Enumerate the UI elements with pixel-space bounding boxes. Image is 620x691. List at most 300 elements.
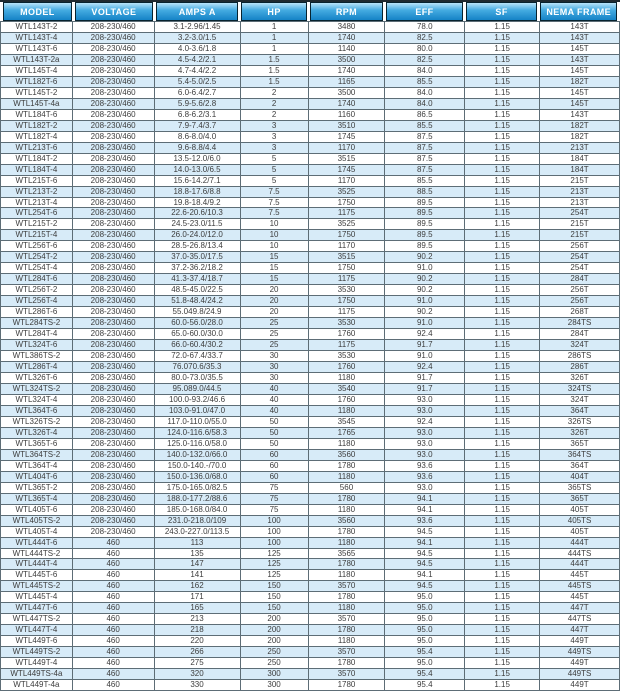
cell-voltage: 208-230/460 <box>72 186 154 197</box>
cell-rpm: 1760 <box>308 362 385 373</box>
table-row <box>1 504 620 515</box>
cell-nema-frame: 143T <box>540 54 620 65</box>
cell-rpm: 1180 <box>308 636 385 647</box>
cell-amps: 28.5-26.8/13.4 <box>154 241 240 252</box>
cell-sf: 1.15 <box>465 515 540 526</box>
cell-hp: 1.5 <box>240 76 308 87</box>
cell-nema-frame: 215T <box>540 219 620 230</box>
cell-voltage: 208-230/460 <box>72 340 154 351</box>
cell-amps: 243.0-227.0/113.5 <box>154 526 240 537</box>
cell-hp: 30 <box>240 373 308 384</box>
cell-model: WTL286T-4 <box>1 362 73 373</box>
cell-model: WTL143T-6 <box>1 43 73 54</box>
table-row <box>1 373 620 384</box>
cell-nema-frame: 182T <box>540 76 620 87</box>
cell-nema-frame: 404T <box>540 471 620 482</box>
cell-rpm: 1740 <box>308 32 385 43</box>
cell-eff: 90.2 <box>385 285 465 296</box>
cell-model: WTL449T-4 <box>1 658 73 669</box>
cell-sf: 1.15 <box>465 482 540 493</box>
cell-amps: 15.6-14.2/7.1 <box>154 175 240 186</box>
cell-voltage: 208-230/460 <box>72 131 154 142</box>
cell-eff: 94.1 <box>385 570 465 581</box>
cell-sf: 1.15 <box>465 570 540 581</box>
cell-rpm: 1780 <box>308 592 385 603</box>
cell-voltage: 460 <box>72 559 154 570</box>
cell-rpm: 3530 <box>308 285 385 296</box>
cell-hp: 1 <box>240 22 308 33</box>
cell-voltage: 208-230/460 <box>72 383 154 394</box>
cell-amps: 171 <box>154 592 240 603</box>
cell-eff: 82.5 <box>385 32 465 43</box>
cell-sf: 1.15 <box>465 614 540 625</box>
cell-rpm: 3570 <box>308 669 385 680</box>
cell-eff: 95.4 <box>385 669 465 680</box>
cell-eff: 94.5 <box>385 581 465 592</box>
cell-amps: 140.0-132.0/66.0 <box>154 449 240 460</box>
cell-amps: 231.0-218.0/109 <box>154 515 240 526</box>
cell-nema-frame: 143T <box>540 32 620 43</box>
table-row <box>1 285 620 296</box>
cell-voltage: 208-230/460 <box>72 120 154 131</box>
cell-voltage: 460 <box>72 680 154 691</box>
cell-hp: 10 <box>240 219 308 230</box>
cell-sf: 1.15 <box>465 669 540 680</box>
cell-hp: 50 <box>240 427 308 438</box>
cell-eff: 89.5 <box>385 230 465 241</box>
cell-model: WTL447T-4 <box>1 625 73 636</box>
cell-rpm: 560 <box>308 482 385 493</box>
cell-eff: 95.4 <box>385 680 465 691</box>
cell-hp: 40 <box>240 394 308 405</box>
table-row <box>1 460 620 471</box>
cell-sf: 1.15 <box>465 296 540 307</box>
cell-hp: 1 <box>240 43 308 54</box>
table-row <box>1 153 620 164</box>
cell-eff: 90.2 <box>385 307 465 318</box>
cell-nema-frame: 286T <box>540 362 620 373</box>
cell-amps: 147 <box>154 559 240 570</box>
cell-sf: 1.15 <box>465 252 540 263</box>
cell-voltage: 208-230/460 <box>72 351 154 362</box>
cell-eff: 84.0 <box>385 87 465 98</box>
spec-table <box>0 21 620 691</box>
cell-model: WTL444T-6 <box>1 537 73 548</box>
cell-amps: 5.4-5.0/2.5 <box>154 76 240 87</box>
cell-amps: 213 <box>154 614 240 625</box>
table-row <box>1 548 620 559</box>
cell-hp: 5 <box>240 153 308 164</box>
cell-model: WTL215T-4 <box>1 230 73 241</box>
cell-model: WTL449T-6 <box>1 636 73 647</box>
cell-amps: 117.0-110.0/55.0 <box>154 416 240 427</box>
cell-eff: 95.4 <box>385 647 465 658</box>
cell-sf: 1.15 <box>465 504 540 515</box>
cell-eff: 87.5 <box>385 164 465 175</box>
table-row <box>1 493 620 504</box>
cell-nema-frame: 324T <box>540 394 620 405</box>
cell-nema-frame: 444T <box>540 559 620 570</box>
cell-voltage: 208-230/460 <box>72 493 154 504</box>
table-row <box>1 175 620 186</box>
cell-rpm: 1180 <box>308 537 385 548</box>
table-row <box>1 351 620 362</box>
cell-hp: 60 <box>240 460 308 471</box>
cell-voltage: 208-230/460 <box>72 274 154 285</box>
cell-hp: 15 <box>240 252 308 263</box>
column-header-voltage: VOLTAGE <box>75 2 153 21</box>
cell-nema-frame: 268T <box>540 307 620 318</box>
cell-hp: 50 <box>240 438 308 449</box>
cell-nema-frame: 145T <box>540 98 620 109</box>
table-row <box>1 559 620 570</box>
cell-sf: 1.15 <box>465 241 540 252</box>
cell-voltage: 208-230/460 <box>72 285 154 296</box>
cell-hp: 5 <box>240 175 308 186</box>
cell-voltage: 208-230/460 <box>72 43 154 54</box>
cell-nema-frame: 445T <box>540 570 620 581</box>
table-row <box>1 65 620 76</box>
cell-nema-frame: 145T <box>540 43 620 54</box>
cell-hp: 75 <box>240 493 308 504</box>
cell-sf: 1.15 <box>465 493 540 504</box>
table-row <box>1 186 620 197</box>
table-row <box>1 383 620 394</box>
cell-hp: 2 <box>240 87 308 98</box>
cell-model: WTL404T-6 <box>1 471 73 482</box>
cell-model: WTL324T-4 <box>1 394 73 405</box>
cell-model: WTL364T-4 <box>1 460 73 471</box>
cell-voltage: 208-230/460 <box>72 142 154 153</box>
cell-amps: 185.0-168.0/84.0 <box>154 504 240 515</box>
cell-hp: 3 <box>240 142 308 153</box>
table-row <box>1 329 620 340</box>
cell-voltage: 208-230/460 <box>72 164 154 175</box>
table-row <box>1 318 620 329</box>
cell-eff: 94.5 <box>385 559 465 570</box>
cell-eff: 95.0 <box>385 592 465 603</box>
cell-nema-frame: 215T <box>540 230 620 241</box>
cell-nema-frame: 364T <box>540 405 620 416</box>
table-row <box>1 592 620 603</box>
table-row <box>1 340 620 351</box>
cell-rpm: 3515 <box>308 252 385 263</box>
column-header-hp: HP <box>241 2 306 21</box>
cell-amps: 124.0-116.6/58.3 <box>154 427 240 438</box>
cell-nema-frame: 444T <box>540 537 620 548</box>
cell-sf: 1.15 <box>465 22 540 33</box>
cell-model: WTL444T-4 <box>1 559 73 570</box>
cell-eff: 93.0 <box>385 438 465 449</box>
cell-amps: 6.0-6.4/2.7 <box>154 87 240 98</box>
cell-amps: 18.8-17.6/8.8 <box>154 186 240 197</box>
cell-amps: 51.8-48.4/24.2 <box>154 296 240 307</box>
table-row <box>1 449 620 460</box>
cell-sf: 1.15 <box>465 329 540 340</box>
cell-sf: 1.15 <box>465 54 540 65</box>
cell-amps: 275 <box>154 658 240 669</box>
cell-eff: 93.0 <box>385 482 465 493</box>
cell-sf: 1.15 <box>465 142 540 153</box>
table-row <box>1 120 620 131</box>
cell-rpm: 3525 <box>308 219 385 230</box>
cell-nema-frame: 364T <box>540 460 620 471</box>
cell-rpm: 3570 <box>308 614 385 625</box>
cell-eff: 93.0 <box>385 427 465 438</box>
cell-amps: 6.8-6.2/3.1 <box>154 109 240 120</box>
cell-amps: 13.5-12.0/6.0 <box>154 153 240 164</box>
cell-eff: 84.0 <box>385 98 465 109</box>
cell-sf: 1.15 <box>465 383 540 394</box>
cell-rpm: 1780 <box>308 625 385 636</box>
cell-nema-frame: 254T <box>540 208 620 219</box>
cell-nema-frame: 449T <box>540 658 620 669</box>
cell-sf: 1.15 <box>465 592 540 603</box>
cell-hp: 200 <box>240 625 308 636</box>
cell-nema-frame: 256T <box>540 241 620 252</box>
spec-table-body <box>1 22 620 691</box>
cell-voltage: 208-230/460 <box>72 471 154 482</box>
table-row <box>1 537 620 548</box>
cell-voltage: 208-230/460 <box>72 296 154 307</box>
table-row <box>1 526 620 537</box>
cell-amps: 37.0-35.0/17.5 <box>154 252 240 263</box>
cell-eff: 92.4 <box>385 416 465 427</box>
cell-nema-frame: 445T <box>540 592 620 603</box>
table-row <box>1 263 620 274</box>
cell-hp: 5 <box>240 164 308 175</box>
cell-amps: 55.049.8/24.9 <box>154 307 240 318</box>
table-row <box>1 296 620 307</box>
table-row <box>1 427 620 438</box>
cell-amps: 4.0-3.6/1.8 <box>154 43 240 54</box>
cell-model: WTL449TS-2 <box>1 647 73 658</box>
cell-model: WTL365T-2 <box>1 482 73 493</box>
cell-sf: 1.15 <box>465 427 540 438</box>
cell-hp: 200 <box>240 614 308 625</box>
cell-model: WTL447T-6 <box>1 603 73 614</box>
cell-rpm: 1175 <box>308 208 385 219</box>
cell-eff: 95.0 <box>385 636 465 647</box>
cell-sf: 1.15 <box>465 625 540 636</box>
cell-voltage: 208-230/460 <box>72 54 154 65</box>
cell-sf: 1.15 <box>465 351 540 362</box>
cell-voltage: 208-230/460 <box>72 329 154 340</box>
table-row <box>1 636 620 647</box>
cell-sf: 1.15 <box>465 318 540 329</box>
cell-voltage: 208-230/460 <box>72 65 154 76</box>
cell-voltage: 208-230/460 <box>72 526 154 537</box>
cell-eff: 87.5 <box>385 153 465 164</box>
cell-rpm: 1780 <box>308 493 385 504</box>
table-row <box>1 219 620 230</box>
cell-nema-frame: 284TS <box>540 318 620 329</box>
cell-nema-frame: 145T <box>540 87 620 98</box>
cell-hp: 100 <box>240 526 308 537</box>
cell-model: WTL445TS-2 <box>1 581 73 592</box>
table-row <box>1 405 620 416</box>
cell-amps: 9.6-8.8/4.4 <box>154 142 240 153</box>
cell-rpm: 3545 <box>308 416 385 427</box>
cell-hp: 1.5 <box>240 65 308 76</box>
cell-model: WTL215T-2 <box>1 219 73 230</box>
cell-nema-frame: 143T <box>540 109 620 120</box>
cell-sf: 1.15 <box>465 581 540 592</box>
cell-voltage: 460 <box>72 614 154 625</box>
cell-amps: 220 <box>154 636 240 647</box>
cell-rpm: 1180 <box>308 570 385 581</box>
cell-nema-frame: 445TS <box>540 581 620 592</box>
table-row <box>1 142 620 153</box>
cell-hp: 30 <box>240 362 308 373</box>
table-row <box>1 669 620 680</box>
cell-rpm: 1175 <box>308 340 385 351</box>
cell-sf: 1.15 <box>465 449 540 460</box>
table-row <box>1 307 620 318</box>
cell-voltage: 208-230/460 <box>72 241 154 252</box>
cell-hp: 200 <box>240 636 308 647</box>
cell-eff: 85.5 <box>385 120 465 131</box>
cell-eff: 93.6 <box>385 471 465 482</box>
cell-sf: 1.15 <box>465 680 540 691</box>
cell-eff: 88.5 <box>385 186 465 197</box>
table-row <box>1 647 620 658</box>
cell-eff: 94.1 <box>385 537 465 548</box>
cell-sf: 1.15 <box>465 109 540 120</box>
cell-voltage: 460 <box>72 581 154 592</box>
cell-sf: 1.15 <box>465 658 540 669</box>
cell-amps: 188.0-177.2/88.6 <box>154 493 240 504</box>
cell-nema-frame: 213T <box>540 142 620 153</box>
cell-amps: 5.9-5.6/2.8 <box>154 98 240 109</box>
cell-model: WTL145T-4a <box>1 98 73 109</box>
cell-eff: 91.7 <box>385 383 465 394</box>
table-row <box>1 394 620 405</box>
cell-eff: 91.7 <box>385 373 465 384</box>
cell-hp: 150 <box>240 603 308 614</box>
cell-eff: 86.5 <box>385 109 465 120</box>
cell-rpm: 1740 <box>308 65 385 76</box>
cell-rpm: 3540 <box>308 383 385 394</box>
cell-hp: 125 <box>240 559 308 570</box>
cell-nema-frame: 254T <box>540 252 620 263</box>
cell-voltage: 208-230/460 <box>72 252 154 263</box>
cell-model: WTL365T-6 <box>1 438 73 449</box>
column-header-model: MODEL <box>3 2 72 21</box>
cell-rpm: 1180 <box>308 405 385 416</box>
cell-amps: 113 <box>154 537 240 548</box>
cell-model: WTL145T-4 <box>1 65 73 76</box>
table-row <box>1 252 620 263</box>
cell-nema-frame: 405TS <box>540 515 620 526</box>
cell-eff: 90.2 <box>385 274 465 285</box>
cell-sf: 1.15 <box>465 373 540 384</box>
cell-hp: 75 <box>240 482 308 493</box>
cell-eff: 95.0 <box>385 625 465 636</box>
cell-model: WTL184T-6 <box>1 109 73 120</box>
table-row <box>1 614 620 625</box>
cell-eff: 89.5 <box>385 241 465 252</box>
cell-eff: 87.5 <box>385 131 465 142</box>
cell-hp: 2 <box>240 109 308 120</box>
cell-amps: 41.3-37.4/18.7 <box>154 274 240 285</box>
cell-sf: 1.15 <box>465 120 540 131</box>
cell-rpm: 3565 <box>308 548 385 559</box>
cell-hp: 300 <box>240 680 308 691</box>
table-row <box>1 43 620 54</box>
cell-hp: 100 <box>240 537 308 548</box>
cell-nema-frame: 449T <box>540 636 620 647</box>
cell-model: WTL254T-4 <box>1 263 73 274</box>
cell-rpm: 1160 <box>308 109 385 120</box>
cell-amps: 103.0-91.0/47.0 <box>154 405 240 416</box>
cell-voltage: 208-230/460 <box>72 230 154 241</box>
cell-sf: 1.15 <box>465 65 540 76</box>
cell-nema-frame: 254T <box>540 263 620 274</box>
table-row <box>1 208 620 219</box>
cell-hp: 40 <box>240 383 308 394</box>
table-row <box>1 570 620 581</box>
cell-voltage: 208-230/460 <box>72 394 154 405</box>
cell-eff: 93.6 <box>385 515 465 526</box>
cell-rpm: 1780 <box>308 680 385 691</box>
cell-hp: 15 <box>240 263 308 274</box>
cell-eff: 91.7 <box>385 340 465 351</box>
column-header-rpm: RPM <box>310 2 384 21</box>
table-row <box>1 22 620 33</box>
cell-rpm: 1780 <box>308 460 385 471</box>
cell-sf: 1.15 <box>465 76 540 87</box>
cell-model: WTL444TS-2 <box>1 548 73 559</box>
cell-amps: 95.089.0/44.5 <box>154 383 240 394</box>
cell-rpm: 3560 <box>308 449 385 460</box>
cell-sf: 1.15 <box>465 98 540 109</box>
cell-model: WTL184T-4 <box>1 164 73 175</box>
cell-model: WTL284T-4 <box>1 329 73 340</box>
cell-eff: 78.0 <box>385 22 465 33</box>
cell-amps: 141 <box>154 570 240 581</box>
cell-rpm: 1175 <box>308 274 385 285</box>
cell-model: WTL254T-6 <box>1 208 73 219</box>
table-row <box>1 416 620 427</box>
cell-model: WTL405T-6 <box>1 504 73 515</box>
cell-eff: 87.5 <box>385 142 465 153</box>
cell-voltage: 208-230/460 <box>72 87 154 98</box>
cell-rpm: 1180 <box>308 438 385 449</box>
cell-rpm: 3570 <box>308 581 385 592</box>
cell-sf: 1.15 <box>465 559 540 570</box>
cell-voltage: 208-230/460 <box>72 515 154 526</box>
cell-amps: 175.0-165.0/82.5 <box>154 482 240 493</box>
cell-sf: 1.15 <box>465 285 540 296</box>
cell-model: WTL445T-6 <box>1 570 73 581</box>
cell-rpm: 1170 <box>308 175 385 186</box>
cell-model: WTL254T-2 <box>1 252 73 263</box>
cell-amps: 14.0-13.0/6.5 <box>154 164 240 175</box>
cell-nema-frame: 449T <box>540 680 620 691</box>
cell-sf: 1.15 <box>465 274 540 285</box>
cell-hp: 3 <box>240 120 308 131</box>
cell-eff: 92.4 <box>385 362 465 373</box>
cell-hp: 300 <box>240 669 308 680</box>
cell-eff: 90.2 <box>385 252 465 263</box>
cell-voltage: 460 <box>72 548 154 559</box>
cell-eff: 94.1 <box>385 504 465 515</box>
cell-sf: 1.15 <box>465 87 540 98</box>
cell-voltage: 208-230/460 <box>72 208 154 219</box>
cell-hp: 60 <box>240 449 308 460</box>
cell-sf: 1.15 <box>465 131 540 142</box>
